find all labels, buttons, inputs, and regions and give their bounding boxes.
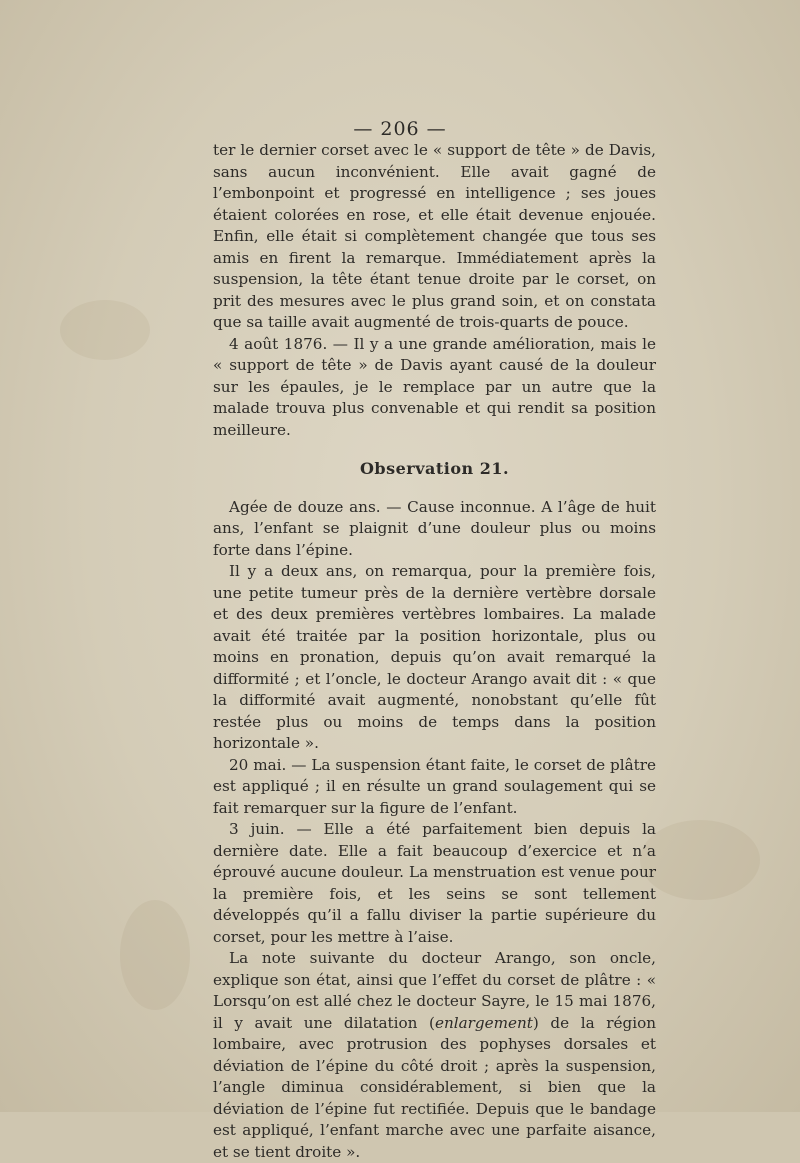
paragraph: 4 août 1876. — Il y a une grande amélioration, mais le « support de tête » de Davis ayant causé de la douleur sur les épaules, je le remplace par un autre que la malade trouva plus convenable et qui rendit sa position meilleure. [213,334,656,439]
observation-heading: Observation 21. [359,459,510,478]
paragraph: Il y a deux ans, on remarqua, pour la première fois, une petite tumeur près de la dernière vertèbre dorsale et des deux premières vertèbres lombaires. La malade avait été traitée par la position horizontale, plus ou moins en pronation, depuis qu’on avait remarqué la difformité ; et l’oncle, le docteur Arango avait dit : « que la difformité avait augmenté, nonobstant qu’elle fût restée plus ou moins de temps dans la position horizontale ». [213,562,656,752]
italic-term: enlargement [434,1013,533,1032]
page-number: — 206 — [353,118,447,140]
paper-stain [640,820,760,900]
paragraph-text: ) de la région lombaire, avec protrusion des pophyses dorsales et déviation de l’épine du côté droit ; après la suspension, l’angle diminua considérablement, si bien que la déviation de l’épine fut rectifiée. Depuis que le bandage est appliqué, l’enfant marche avec une parfaite aisance, et se tient droite ». [213,1013,656,1161]
paper-stain [60,300,150,360]
paragraph: 3 juin. — Elle a été parfaitement bien depuis la dernière date. Elle a fait beaucoup d’exercice et n’a éprouvé aucune douleur. La menstruation est venue pour la première fois, et les seins se sont tellement développés qu’il a fallu diviser la partie supérieure du corset, pour les mettre à l’aise. [213,820,656,946]
paper-stain [120,900,190,1010]
paragraph: ter le dernier corset avec le « support de tête » de Davis, sans aucun inconvénient. Elle avait gagné de l’embonpoint et progressé en intelligence ; ses joues étaient colorées en rose, et elle était devenue enjouée. Enfin, elle était si complètement changée que tous ses amis en firent la remarque. Immédiatement après la suspension, la tête étant tenue droite par le corset, on prit des mesures avec le plus grand soin, et on constata que sa taille avait augmenté de trois-quarts de pouce. [213,141,656,331]
paragraph [213,948,656,1163]
paragraph-text: La note suivante du docteur Arango, son oncle, explique son état, ainsi que l’effet du corset de plâtre : « Lorsqu’on est allé chez le docteur Sayre, le 15 mai 1876, il y avait une dilatation ( [213,949,656,1032]
paragraph: 20 mai. — La suspension étant faite, le corset de plâtre est appliqué ; il en résulte un grand soulagement qui se fait remarquer sur la figure de l’enfant. [213,755,656,817]
paragraph: Agée de douze ans. — Cause inconnue. A l’âge de huit ans, l’enfant se plaignit d’une douleur plus ou moins forte dans l’épine. [213,497,656,559]
page-body [213,140,656,1163]
